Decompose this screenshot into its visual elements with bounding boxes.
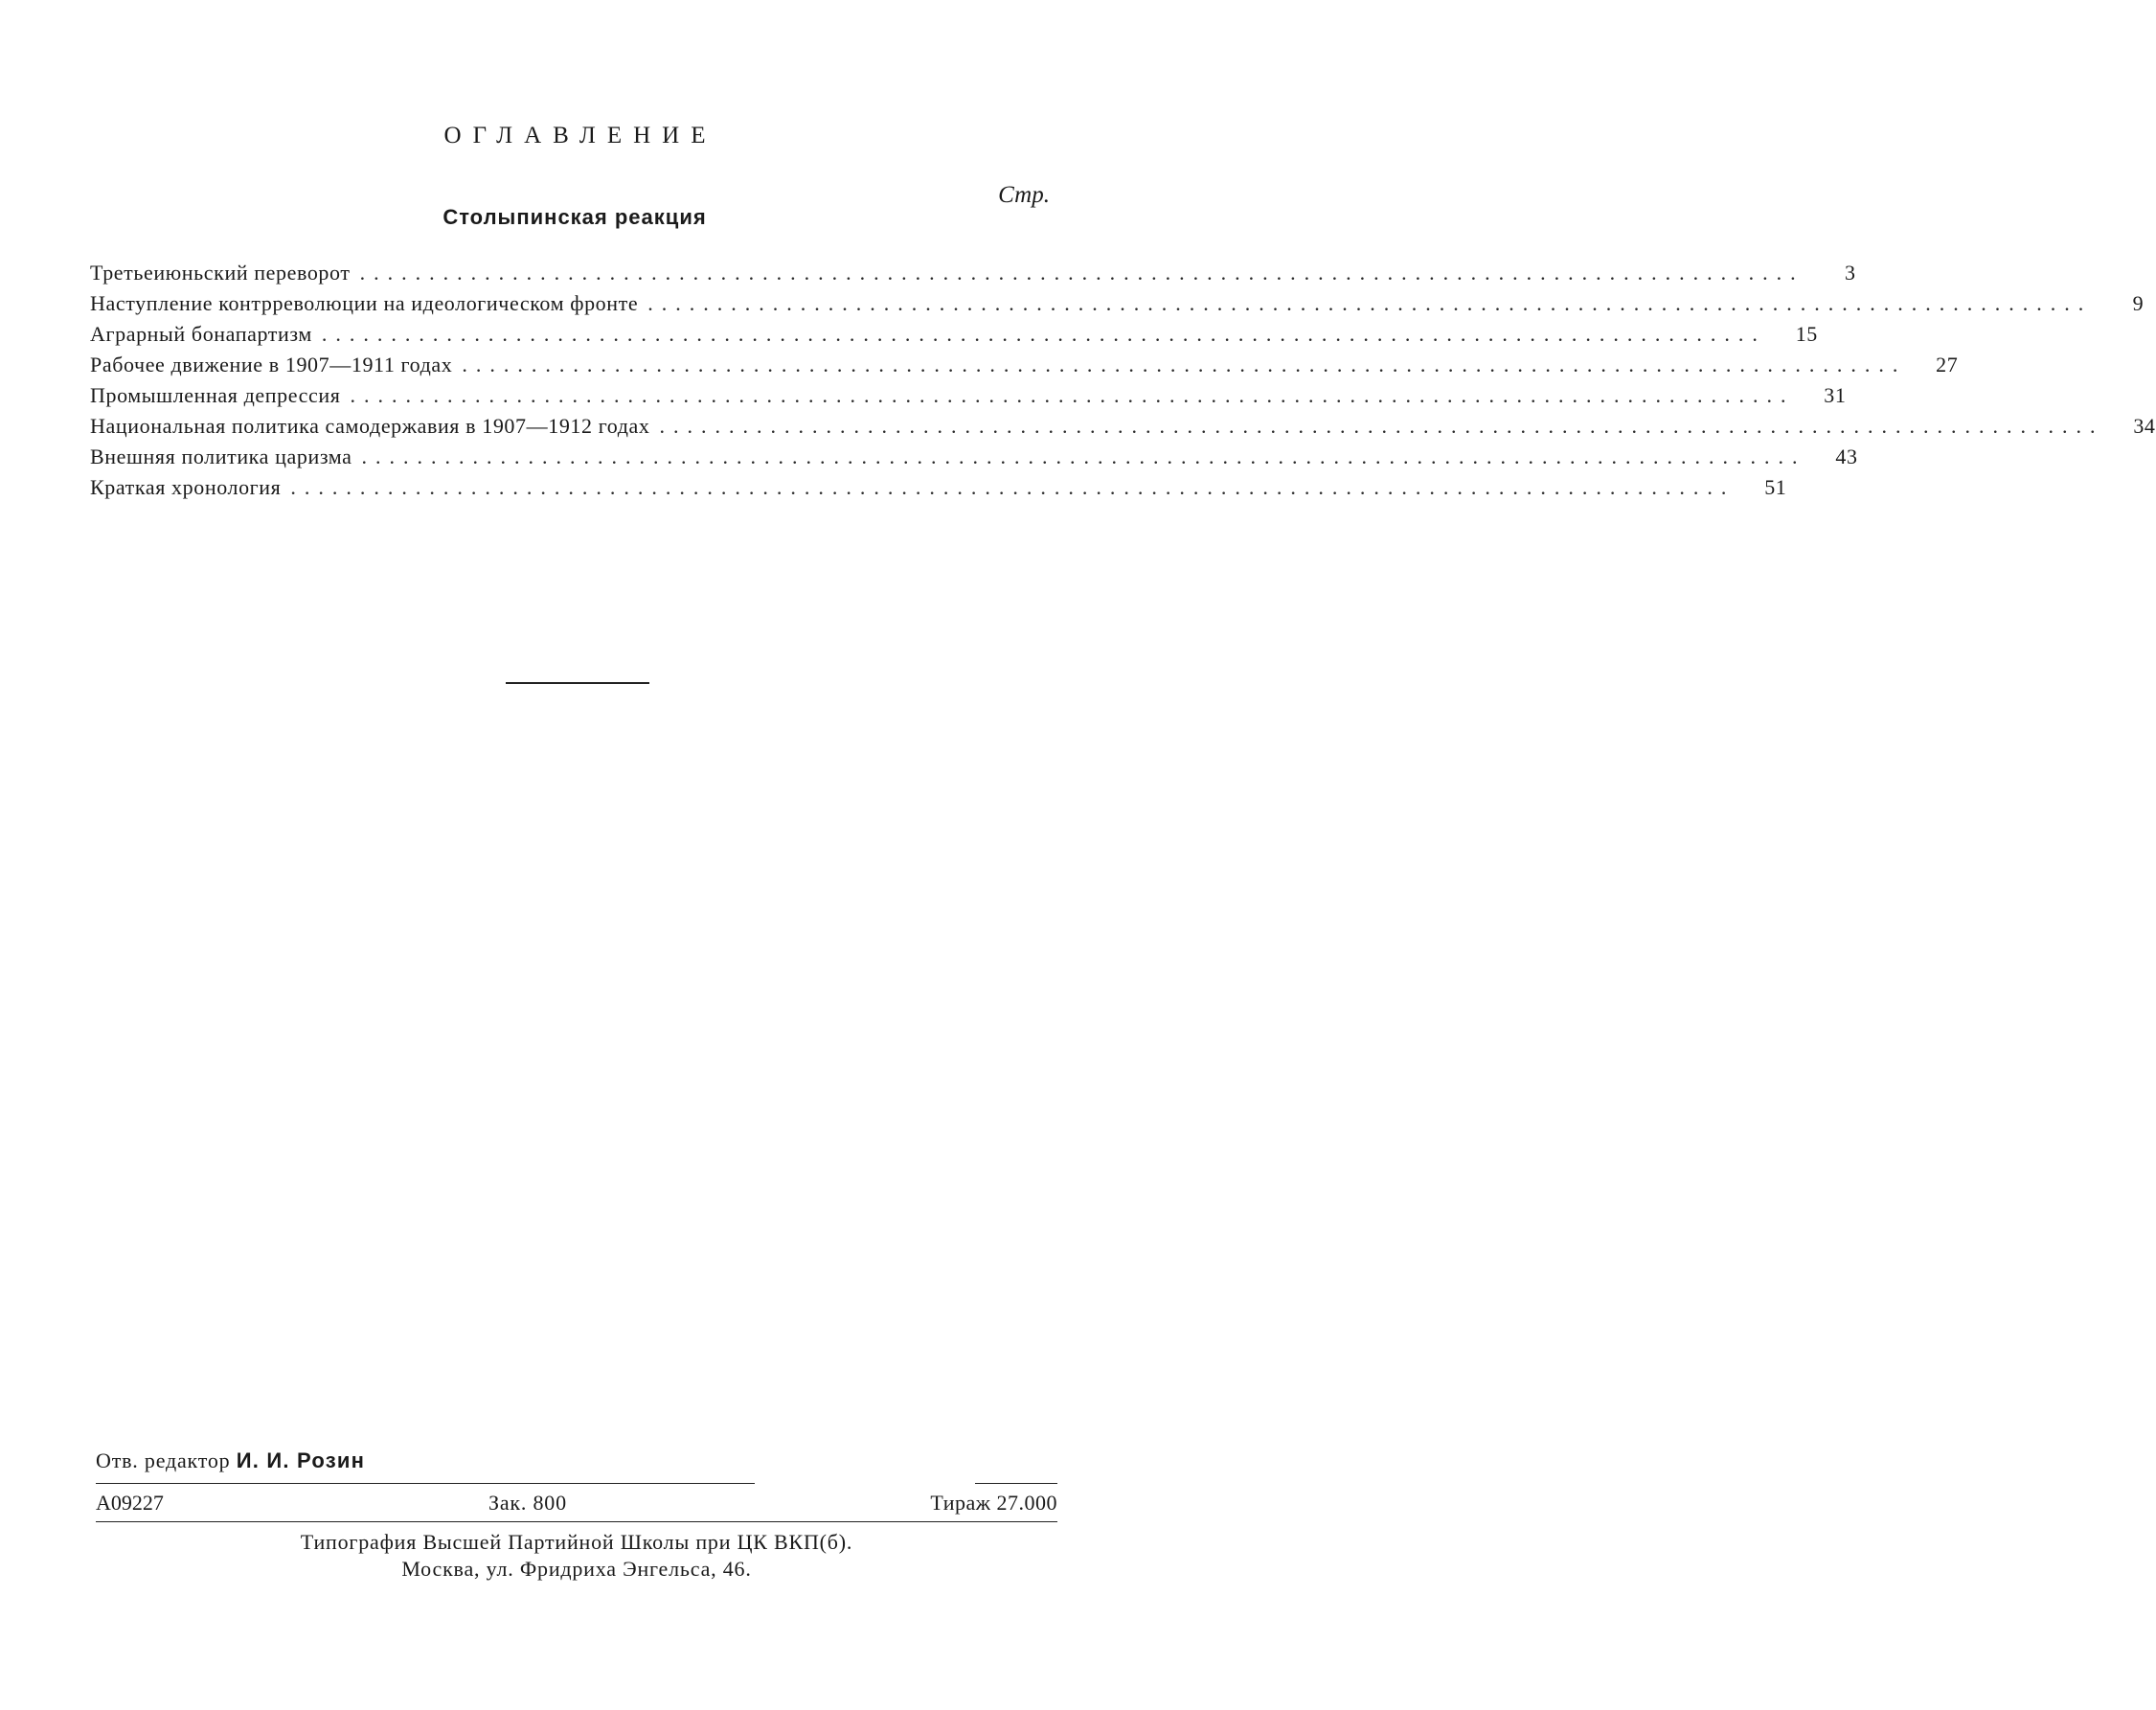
toc-entry-page: 27 bbox=[1936, 353, 1959, 376]
section-heading: Столыпинская реакция bbox=[443, 205, 707, 229]
dot-leader: ........................................................................................................ bbox=[350, 383, 1795, 407]
printer-line: Типография Высшей Партийной Школы при ЦК ВКП(б). bbox=[300, 1530, 853, 1554]
toc-entry-page: 9 bbox=[2132, 291, 2145, 315]
separator-rule bbox=[506, 682, 649, 684]
toc-entry-page: 3 bbox=[1844, 261, 1856, 285]
toc-entry bbox=[90, 383, 1847, 414]
print-run: Тираж 27.000 bbox=[930, 1491, 1057, 1515]
printer-info bbox=[96, 1529, 1057, 1583]
dot-leader: ........................................................................................................ bbox=[290, 475, 1736, 499]
toc-entry-title: Промышленная депрессия bbox=[90, 383, 341, 407]
editor-label: Отв. редактор bbox=[96, 1448, 231, 1472]
toc-entry-title: Наступление контрреволюции на идеологическом фронте bbox=[90, 291, 639, 315]
imprint-rule-short bbox=[975, 1483, 1057, 1484]
toc-entry bbox=[90, 291, 2145, 322]
toc-entry bbox=[90, 475, 1787, 506]
toc-entry-title: Аграрный бонапартизм bbox=[90, 322, 312, 346]
toc-entry-title: Третьеиюньский переворот bbox=[90, 261, 351, 285]
dot-leader: ........................................................................................................ bbox=[659, 414, 2104, 438]
toc-entry bbox=[90, 353, 1959, 383]
dot-leader: ........................................................................................................ bbox=[361, 445, 1806, 468]
toc-entry-page: 31 bbox=[1824, 383, 1847, 407]
toc-entry bbox=[90, 445, 1858, 475]
toc-entry-title: Национальная политика самодержавия в 1907—1912 годах bbox=[90, 414, 650, 438]
toc-entry-title: Внешняя политика царизма bbox=[90, 445, 352, 468]
toc-entry-title: Рабочее движение в 1907—1911 годах bbox=[90, 353, 453, 376]
toc-entry-title: Краткая хронология bbox=[90, 475, 282, 499]
table-of-contents bbox=[90, 261, 2156, 506]
page-column-label: Стр. bbox=[998, 182, 1050, 208]
dot-leader: ........................................................................................................ bbox=[647, 291, 2093, 315]
order-number: Зак. 800 bbox=[488, 1491, 567, 1515]
toc-entry bbox=[90, 414, 2156, 445]
imprint-block bbox=[96, 1448, 1057, 1602]
toc-entry-page: 15 bbox=[1795, 322, 1818, 346]
publication-code: А09227 bbox=[96, 1491, 164, 1515]
toc-entry-page: 51 bbox=[1764, 475, 1787, 499]
imprint-rule-bottom bbox=[96, 1521, 1057, 1522]
toc-entry bbox=[90, 322, 1818, 353]
editor-line bbox=[96, 1448, 365, 1473]
printer-address: Москва, ул. Фридриха Энгельса, 46. bbox=[401, 1557, 752, 1581]
dot-leader: ........................................................................................................ bbox=[359, 261, 1804, 285]
toc-entry-page: 34 bbox=[2133, 414, 2156, 438]
editor-name: И. И. Розин bbox=[236, 1448, 366, 1472]
dot-leader: ........................................................................................................ bbox=[462, 353, 1907, 376]
toc-entry bbox=[90, 261, 1856, 291]
dot-leader: ........................................................................................................ bbox=[321, 322, 1766, 346]
page-title: ОГЛАВЛЕНИЕ bbox=[443, 123, 717, 148]
toc-entry-page: 43 bbox=[1835, 445, 1858, 468]
imprint-rule-top bbox=[96, 1483, 755, 1484]
